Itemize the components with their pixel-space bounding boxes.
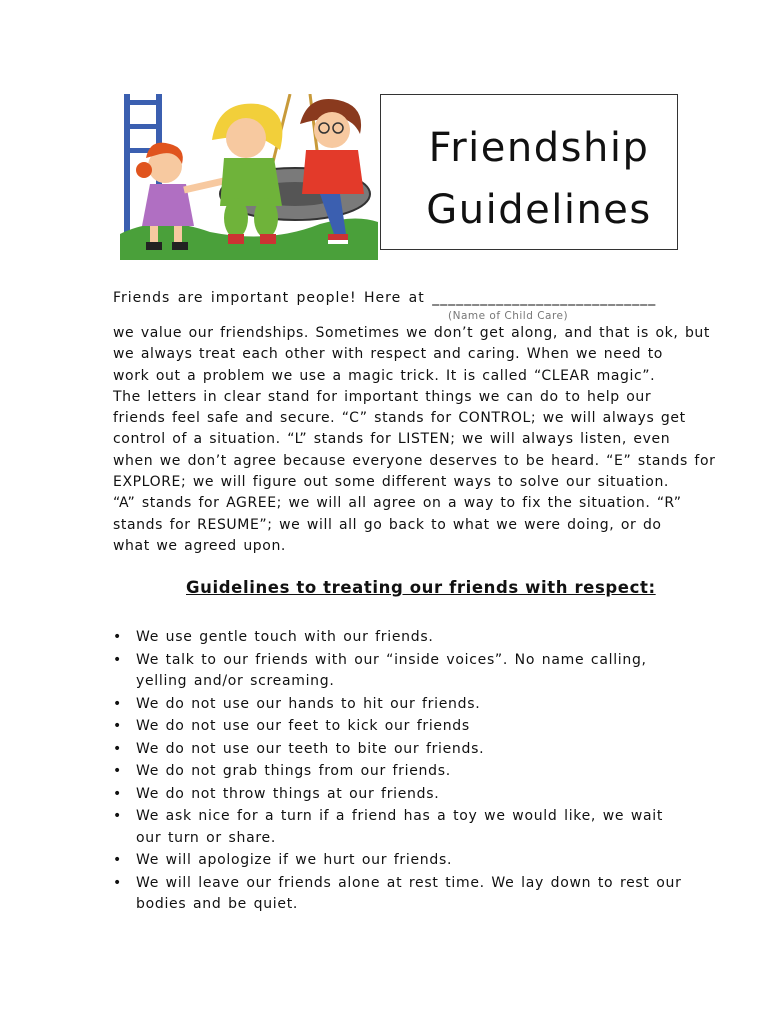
page-title-line-1: Friendship (428, 125, 650, 171)
list-item: • We ask nice for a turn if a friend has a toy we would like, we wait our turn or share. (113, 806, 683, 849)
intro-line: Friends are important people! Here at ____________________________ (113, 290, 657, 306)
children-swing-illustration (120, 94, 378, 260)
page-title-line-2: Guidelines (426, 187, 652, 233)
guidelines-list (113, 627, 683, 917)
paragraph-line: when we don’t agree because everyone deserves to be heard. “E” stands for (113, 452, 716, 469)
paragraph-line: EXPLORE; we will figure out some different ways to solve our situation. (113, 474, 669, 491)
paragraph-line: stands for RESUME”; we will all go back to what we were doing, or do (113, 516, 662, 533)
list-item: • We do not use our hands to hit our friends. (113, 694, 683, 716)
paragraph-line: friends feel safe and secure. “C” stands for CONTROL; we will always get (113, 410, 686, 427)
girl-middle-figure (212, 104, 282, 244)
paragraph-line: we always treat each other with respect and caring. When we need to (113, 346, 663, 363)
title-box (380, 94, 678, 250)
list-item: • We do not throw things at our friends. (113, 784, 683, 806)
list-item: • We will apologize if we hurt our friends. (113, 850, 683, 872)
guidelines-heading: Guidelines to treating our friends with respect: (186, 578, 656, 597)
child-care-name-caption: (Name of Child Care) (448, 310, 569, 322)
list-item: • We talk to our friends with our “inside voices”. No name calling, yelling and/or screaming. (113, 650, 683, 693)
list-item: • We use gentle touch with our friends. (113, 627, 683, 649)
paragraph-line: work out a problem we use a magic trick. It is called “CLEAR magic”. (113, 367, 656, 384)
paragraph-line: what we agreed upon. (113, 537, 286, 554)
list-item: • We do not use our feet to kick our friends (113, 716, 683, 738)
list-item: • We do not use our teeth to bite our friends. (113, 739, 683, 761)
paragraph-line: The letters in clear stand for important things we can do to help our (113, 388, 652, 405)
list-item: • We will leave our friends alone at rest time. We lay down to rest our bodies and be quiet. (113, 873, 683, 916)
paragraph-line: we value our friendships. Sometimes we don’t get along, and that is ok, but (113, 325, 710, 341)
body-paragraph (113, 323, 716, 557)
paragraph-line: “A” stands for AGREE; we will all agree on a way to fix the situation. “R” (113, 495, 682, 512)
paragraph-line: control of a situation. “L” stands for LISTEN; we will always listen, even (113, 431, 671, 448)
list-item: • We do not grab things from our friends. (113, 761, 683, 783)
